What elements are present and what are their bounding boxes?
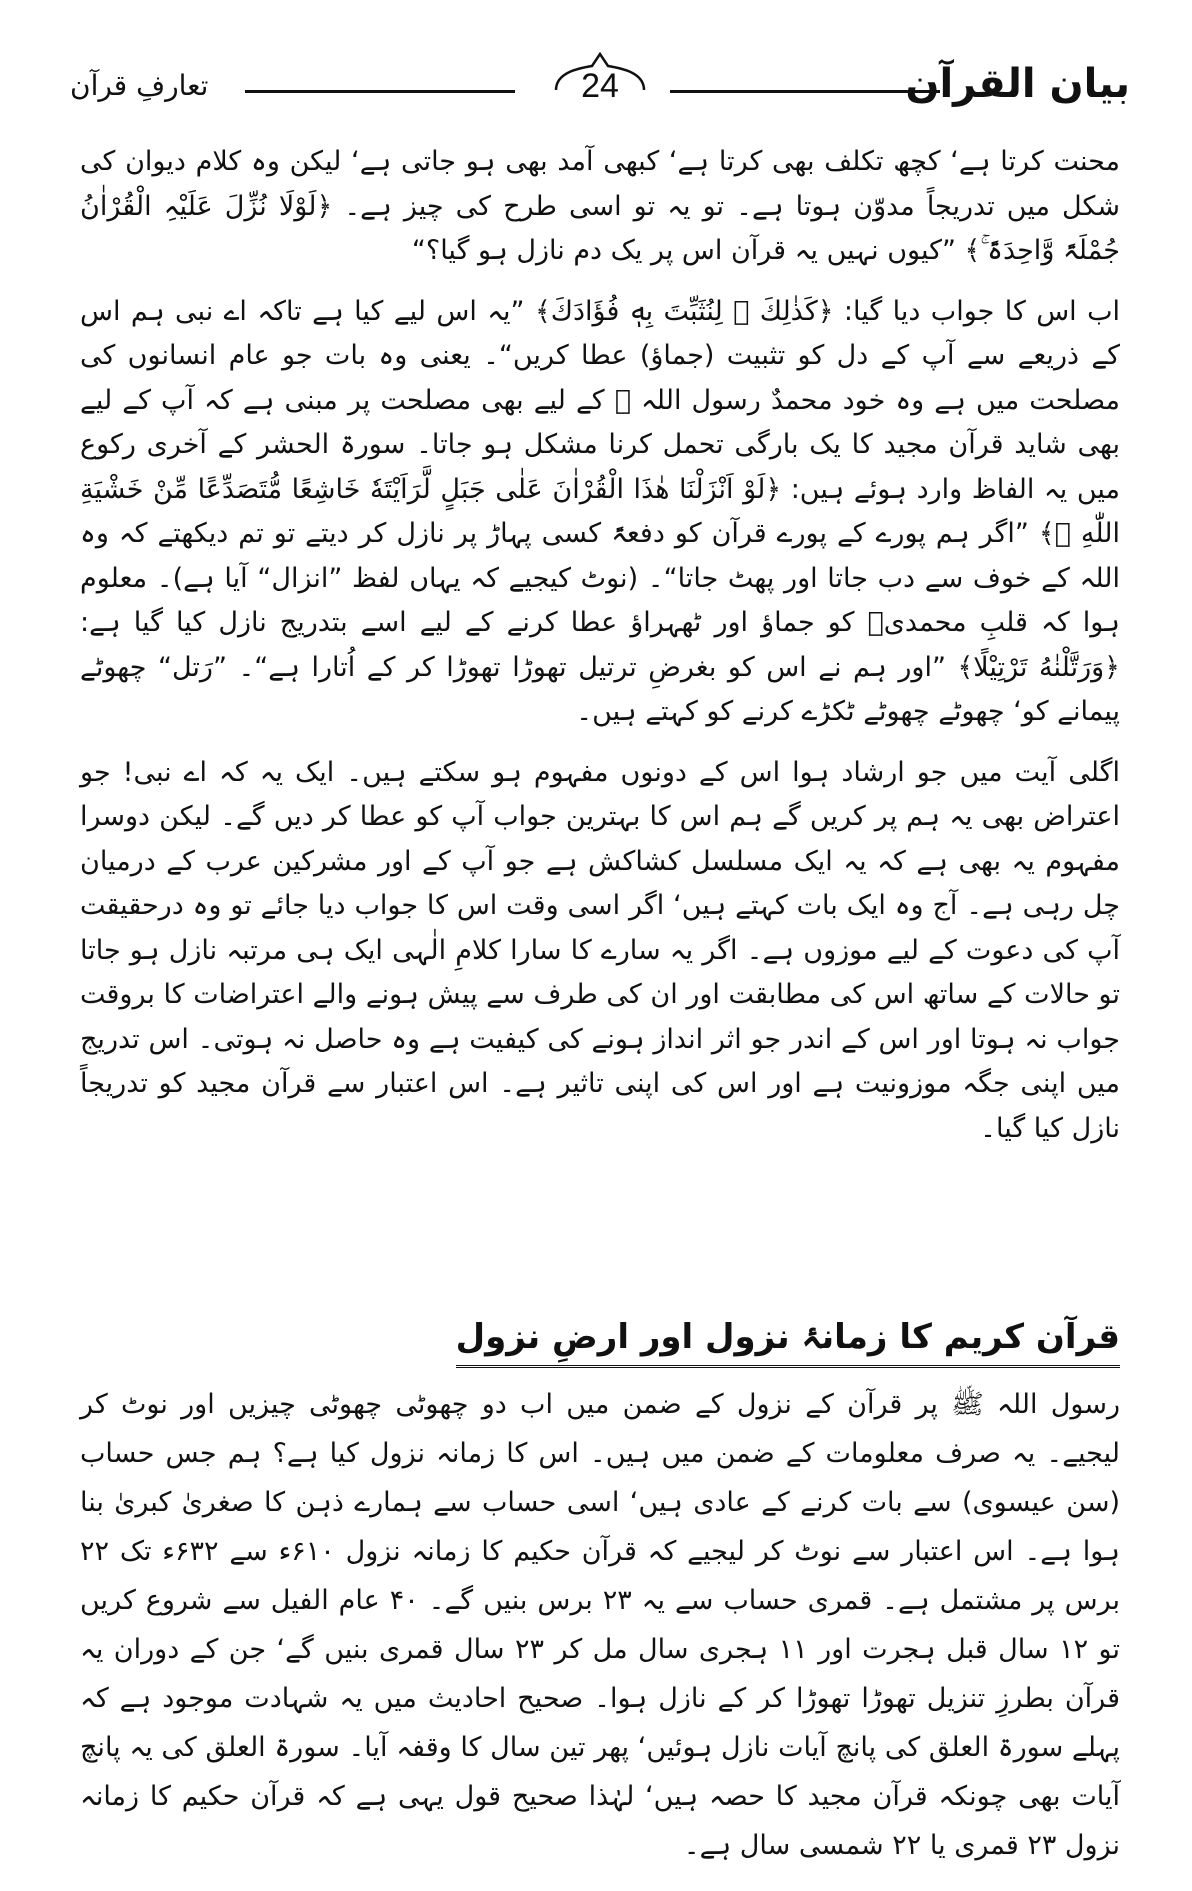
page-number: 24 bbox=[581, 67, 619, 105]
running-header bbox=[70, 48, 1130, 118]
chapter-title: تعارفِ قرآن bbox=[70, 69, 209, 102]
paragraph-1: محنت کرتا ہے‘ کچھ تکلف بھی کرتا ہے‘ کبھی آمد بھی ہو جاتی ہے‘ لیکن وہ کلام دیوان کی شکل میں تدریجاً مدوّن ہوتا ہے۔ تو یہ تو اسی طرح کی چیز ہے۔ ﴿لَوْلَا نُزِّلَ عَلَیْہِ الْقُرْاٰنُ جُمْلَۃً وَّاحِدَۃً ۚ﴾ ”کیوں نہیں یہ قرآن اس پر یک دم نازل ہو گیا؟“ bbox=[80, 146, 1120, 266]
section-body-text bbox=[80, 1380, 1120, 1870]
body-text bbox=[80, 140, 1120, 1151]
page-number-badge bbox=[550, 50, 650, 114]
paragraph-2: اب اس کا جواب دیا گیا: ﴿كَذٰلِكَ ۚ لِنُثَبِّتَ بِهٖ فُؤَادَكَ﴾ ”یہ اس لیے کیا ہے تاکہ اے نبی ہم اس کے ذریعے سے آپ کے دل کو تثبیت (جماؤ) عطا کریں“۔ یعنی وہ بات جو عام انسانوں کی مصلحت میں ہے وہ خود محمدٌ رسول اللہ ﷺ کے لیے بھی مصلحت پر مبنی ہے کہ آپ کے لیے بھی شاید قرآن مجید کا یک بارگی تحمل کرنا مشکل ہو جاتا۔ سورۃ الحشر کے آخری رکوع میں یہ الفاظ وارد ہوئے ہیں: ﴿لَوْ اَنْزَلْنَا هٰذَا الْقُرْاٰنَ عَلٰى جَبَلٍ لَّرَاَيْتَهٗ خَاشِعًا مُّتَصَدِّعًا مِّنْ خَشْيَةِ اللّٰهِ ۭ﴾ ”اگر ہم پورے کے پورے قرآن کو دفعۃً کسی پہاڑ پر نازل کر دیتے تو تم دیکھتے کہ وہ اللہ کے خوف سے دب جاتا اور پھٹ جاتا“۔ (نوٹ کیجیے کہ یہاں لفظ ”انزال“ آیا ہے)۔ معلوم ہوا کہ قلبِ محمدیؐ کو جماؤ اور ٹھہراؤ عطا کرنے کے لیے اسے بتدریج نازل کیا گیا ہے: ﴿وَرَتَّلْنٰهُ تَرْتِيْلًا﴾ ”اور ہم نے اس کو بغرضِ ترتیل تھوڑا تھوڑا کر کے اُتارا ہے“۔ ”رَتل“ چھوٹے پیمانے کو‘ چھوٹے چھوٹے ٹکڑے کرنے کو کہتے ہیں۔ bbox=[80, 295, 1120, 727]
section-heading: قرآن کریم کا زمانۂ نزول اور ارضِ نزول bbox=[456, 1313, 1120, 1368]
header-rule-right bbox=[670, 90, 940, 93]
section-heading-block bbox=[456, 1313, 1120, 1368]
header-rule-left bbox=[245, 90, 515, 93]
book-title: بیان القرآن bbox=[905, 61, 1130, 107]
section-paragraph: رسول اللہ ﷺ پر قرآن کے نزول کے ضمن میں اب دو چھوٹی چھوٹی چیزیں اور نوٹ کر لیجیے۔ یہ صرف معلومات کے ضمن میں ہیں۔ اس کا زمانہ نزول کیا ہے؟ ہم جس حساب (سن عیسوی) سے بات کرنے کے عادی ہیں‘ اسی حساب سے ہمارے ذہن کا صغریٰ کبریٰ بنا ہوا ہے۔ اس اعتبار سے نوٹ کر لیجیے کہ قرآن حکیم کا زمانہ نزول ۶۱۰ء سے ۶۳۲ء تک ۲۲ برس پر مشتمل ہے۔ قمری حساب سے یہ ۲۳ برس بنیں گے۔ ۴۰ عام الفیل سے شروع کریں تو ۱۲ سال قبل ہجرت اور ۱۱ ہجری سال مل کر ۲۳ سال قمری بنیں گے‘ جن کے دوران یہ قرآن بطرزِ تنزیل تھوڑا تھوڑا کر کے نازل ہوا۔ صحیح احادیث میں یہ شہادت موجود ہے کہ پہلے سورۃ العلق کی پانچ آیات نازل ہوئیں‘ پھر تین سال کا وقفہ آیا۔ سورۃ العلق کی یہ پانچ آیات بھی چونکہ قرآن مجید کا حصہ ہیں‘ لہٰذا صحیح قول یہی ہے کہ قرآن حکیم کا زمانہ نزول ۲۳ قمری یا ۲۲ شمسی سال ہے۔ bbox=[80, 1389, 1120, 1861]
paragraph-3: اگلی آیت میں جو ارشاد ہوا اس کے دونوں مفہوم ہو سکتے ہیں۔ ایک یہ کہ اے نبی! جو اعتراض بھی یہ ہم پر کریں گے ہم اس کا بہترین جواب آپ کو عطا کر دیں گے۔ لیکن دوسرا مفہوم یہ بھی ہے کہ یہ ایک مسلسل کشاکش ہے جو آپ کے اور مشرکین عرب کے درمیان چل رہی ہے۔ آج وہ ایک بات کہتے ہیں‘ اگر اسی وقت اس کا جواب دیا جائے تو وہ درحقیقت آپ کی دعوت کے لیے موزوں ہے۔ اگر یہ سارے کا سارا کلامِ الٰہی ایک ہی مرتبہ نازل ہو جاتا تو حالات کے ساتھ اس کی مطابقت اور ان کی طرف سے پیش ہونے والے اعتراضات کا بروقت جواب نہ ہوتا اور اس کے اندر جو اثر انداز ہونے کی کیفیت ہے وہ حاصل نہ ہوتی۔ اس تدریج میں اپنی جگہ موزونیت ہے اور اس کی اپنی تاثیر ہے۔ اس اعتبار سے قرآن مجید کو تدریجاً نازل کیا گیا۔ bbox=[80, 756, 1120, 1144]
